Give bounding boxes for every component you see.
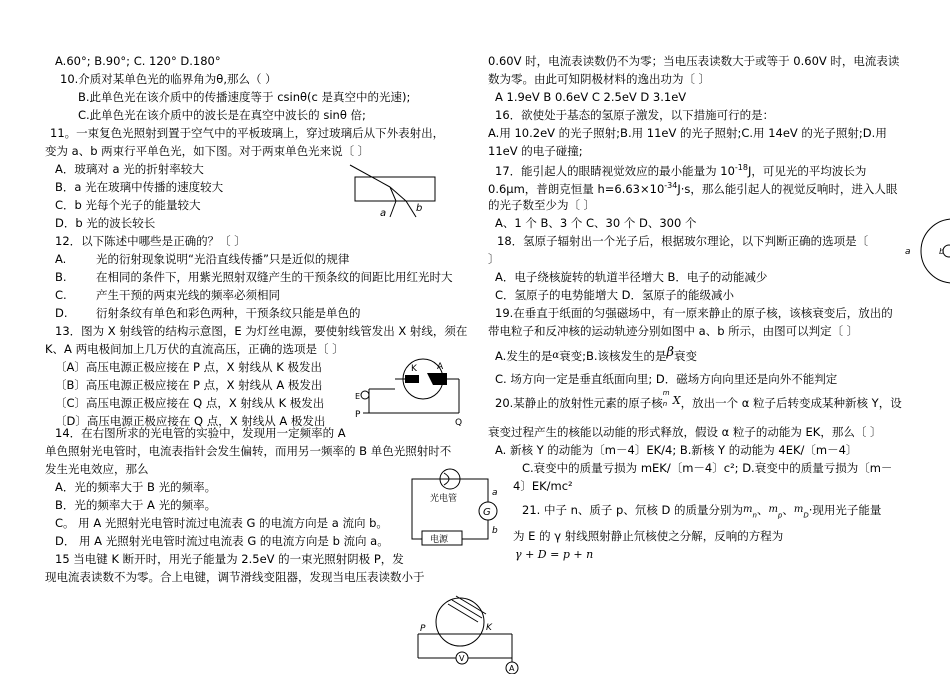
q14-option-a: A．光的频率大于 B 光的频率。 — [55, 480, 217, 494]
q14-option-b: B．光的频率大于 A 光的频率。 — [55, 498, 217, 512]
label-a: A — [437, 362, 444, 372]
q14-line1: 14．在右图所求的光电管的实验中，发现用一定频率的 A — [55, 426, 346, 440]
q18-options-line1: A．电子绕核旋转的轨道半径增大 B．电子的动能减少 — [495, 270, 768, 284]
q12-letter-c: C. — [55, 288, 67, 302]
q15-continued-line2: 数为零。由此可知阴极材料的逸出功为〔 〕 — [488, 72, 711, 86]
q17-line2-a: 0.6μm，普朗克恒量 h=6.63×10 — [488, 181, 665, 196]
q11-option-c: C．b 光每个光子的能量较大 — [55, 198, 201, 212]
q16-options-line2: 11eV 的电子碰撞; — [488, 144, 583, 158]
label-phototube: 光电管 — [430, 494, 458, 504]
q17-options: A、1 个 B、3 个 C、30 个 D、300 个 — [495, 216, 697, 230]
q20-line2: 衰变过程产生的核能以动能的形式释放，假设 α 粒子的动能为 EK，那么〔 〕 — [488, 425, 882, 439]
q12-letter-b: B. — [55, 270, 67, 284]
q17-line1 — [495, 163, 866, 179]
phototube-circuit-figure — [408, 465, 503, 560]
q14-option-d: D． 用 A 光照射光电管时流过电流表 G 的电流方向是 b 流向 a。 — [55, 534, 389, 548]
reaction-equation: γ + D = p + n — [515, 548, 594, 561]
label-e: E — [355, 392, 361, 401]
q21-line1 — [522, 504, 881, 520]
q12-text-c: 产生干预的两束光线的频率必须相同 — [96, 288, 280, 302]
q18-line2: 〕 — [488, 252, 500, 266]
q20-line4: C.衰变中的质量亏损为 mEK/〔m－4〕c²; D.衰变中的质量亏损为〔m－ — [522, 461, 893, 475]
q13-line2: K、A 两电极间加上几万伏的直流高压，正确的选项是〔 〕 — [45, 342, 344, 356]
q12-letter-a: A. — [55, 252, 67, 266]
cathode-k — [405, 375, 419, 383]
alpha-symbol: α — [552, 350, 560, 361]
q13-option-a: 〔A〕高压电源正极应接在 P 点，X 射线从 K 极发出 — [55, 360, 322, 374]
trajectory-label-a: a — [905, 247, 911, 257]
trajectory-label-b: b — [939, 247, 945, 256]
nuclide-charge-number: n — [662, 400, 668, 408]
trajectory-a-circle — [921, 219, 950, 283]
q9-options: A.60°; B.90°; C. 120° D.180° — [55, 54, 221, 68]
q14-line3: 发生光电效应，那么 — [45, 462, 149, 476]
mass-separator-1: 、 — [756, 503, 769, 517]
figure-label-a: a — [380, 208, 387, 219]
q14-line2: 单色照射光电管时，电流表指针会发生偏转，而用另一频率的 B 单色光照射时不 — [45, 444, 452, 458]
q20-line1-a: 20.某静止的放射性元素的原子核 — [495, 396, 663, 410]
nuclide-mass-number: m — [662, 389, 670, 397]
photoelectric-circuit-figure — [412, 592, 522, 674]
refracted-ray-b — [390, 187, 406, 201]
mass-proton-subscript: p — [777, 511, 783, 520]
q15-line2: 现电流表读数不为零。合上电键，调节滑线变阻器，发现当电压表读数小于 — [45, 570, 425, 584]
q17-line1-exponent: -18 — [734, 163, 748, 172]
xray-tube-figure — [355, 355, 465, 428]
mass-neutron-symbol: m — [743, 504, 753, 515]
q17-line2 — [488, 181, 897, 197]
q12-text-d: 衍射条纹有单色和彩色两种，干预条纹只能是单色的 — [96, 306, 361, 320]
q21-line2: 为 E 的 γ 射线照射静止氘核使之分解，反响的方程为 — [513, 529, 784, 543]
label-g: G — [483, 507, 491, 518]
q11-line2: 变为 a、b 两束行平单色光，如下图。对于两束单色光来说〔 〕 — [45, 144, 370, 158]
q19-line4: C. 场方向一定是垂直纸面向里; D．磁场方向向里还是向外不能判定 — [495, 372, 838, 386]
q15-options: A 1.9eV B 0.6eV C 2.5eV D 3.1eV — [495, 90, 687, 104]
label-voltmeter: V — [459, 654, 465, 663]
beta-symbol: β — [666, 345, 675, 360]
q11-option-b: B．a 光在玻璃中传播的速度较大 — [55, 180, 224, 194]
q15-continued-line1: 0.60V 时，电流表读数仍不为零；当电压表读数大于或等于 0.60V 时，电流表读 — [488, 54, 900, 68]
label-terminal-a: a — [492, 488, 498, 498]
mass-proton-symbol: m — [768, 504, 778, 515]
q17-line1-a: 17．能引起人的眼睛视觉效应的最小能量为 10 — [495, 163, 735, 178]
label-k: K — [411, 364, 417, 374]
q11-line1: 11。一束复色光照射到置于空气中的平板玻璃上，穿过玻璃后从下外表射出， — [50, 126, 445, 140]
q20-line3: A. 新核 Y 的动能为〔m－4〕EK/4; B.新核 Y 的动能为 4EK/〔m－4〕 — [495, 443, 858, 457]
anode-a — [427, 373, 447, 385]
mass-separator-2: 、 — [782, 503, 794, 517]
q17-line2-b: J·s，那么能引起人的视觉反响时，进入人眼 — [677, 181, 898, 196]
label-anode-k: K — [486, 623, 492, 633]
q17-line3: 的光子数至少为〔 〕 — [488, 198, 596, 212]
mass-deuteron-symbol: m — [793, 504, 804, 515]
q16-options-line1: A.用 10.2eV 的光子照射;B.用 11eV 的光子照射;C.用 14eV 的光子照射;D.用 — [488, 126, 887, 140]
q12-stem: 12．以下陈述中哪些是正确的？〔 〕 — [55, 234, 246, 248]
emergent-ray-a — [390, 201, 396, 217]
q13-line1: 13．图为 X 射线管的结构示意图，E 为灯丝电源，要使射线管发出 X 射线，须在 — [55, 324, 468, 338]
label-terminal-b: b — [492, 526, 498, 536]
q19-line1: 19.在垂直于纸面的匀强磁场中，有一原来静止的原子核，该核衰变后，放出的 — [495, 306, 893, 320]
label-q: Q — [455, 418, 463, 428]
q18-line1: 18．氢原子辐射出一个光子后，根据玻尔理论，以下判断正确的选项是〔 — [497, 234, 869, 248]
filament-source — [361, 391, 369, 399]
emergent-ray-b — [406, 201, 416, 217]
decay-trajectory-figure — [905, 218, 950, 284]
q11-option-d: D．b 光的波长较长 — [55, 216, 156, 230]
label-cathode-p: P — [420, 624, 426, 634]
q16-stem: 16．欲使处于基态的氢原子激发，以下措施可行的是： — [495, 108, 775, 122]
q12-text-a: 光的衍射现象说明“光沿直线传播”只是近似的规律 — [96, 252, 350, 266]
circuit-frame — [412, 479, 488, 539]
label-power-supply: 电源 — [430, 535, 449, 545]
q12-text-b: 在相同的条件下，用紫光照射双缝产生的干预条纹的间距比用红光时大 — [96, 270, 453, 284]
q13-option-d: 〔D〕高压电源正极应接在 Q 点，X 射线从 A 极发出 — [55, 414, 326, 428]
q10-stem: 10.介质对某单色光的临界角为θ,那么（ ） — [60, 72, 277, 86]
label-ammeter: A — [509, 664, 515, 673]
q15-line1: 15 当电键 K 断开时，用光子能量为 2.5eV 的一束光照射阴极 P，发 — [55, 552, 404, 566]
q13-option-b: 〔B〕高压电源正极应接在 P 点，X 射线从 A 极发出 — [55, 378, 323, 392]
q19-line3-c: 衰变 — [674, 349, 698, 363]
q18-options-line2: C．氢原子的电势能增大 D．氢原子的能级减小 — [495, 288, 735, 302]
q10-option-d: C.此单色光在该介质中的波长是在真空中波长的 sinθ 倍; — [78, 108, 366, 122]
figure-label-b: b — [416, 203, 423, 214]
q10-option-b: B.此单色光在该介质中的传播速度等于 csinθ(c 是真空中的光速); — [78, 90, 411, 104]
q17-line2-exponent: -34 — [664, 181, 678, 190]
q11-option-a: A．玻璃对 a 光的折射率较大 — [55, 162, 204, 176]
q20-line1-b: ，放出一个 α 粒子后转变成某种新核 Y，设 — [680, 396, 902, 410]
nuclide-notation — [662, 389, 673, 408]
label-p: P — [355, 410, 361, 420]
q19-line3-a: A.发生的是 — [495, 349, 553, 363]
incident-ray — [350, 165, 390, 187]
q21-line1-a: 21. 中子 n、质子 p、氘核 D 的质量分别为 — [522, 503, 744, 517]
mass-deuteron-subscript: D — [803, 511, 809, 520]
q14-option-c: C。 用 A 光照射光电管时流过电流表 G 的电流方向是 a 流向 b。 — [55, 516, 388, 530]
q19-line2: 带电粒子和反冲核的运动轨迹分别如图中 a、b 所示，由图可以判定〔 〕 — [488, 324, 859, 338]
q20-line1 — [495, 389, 902, 411]
nuclide-symbol: X — [672, 394, 681, 407]
q13-option-c: 〔C〕高压电源正极应接在 Q 点，X 射线从 K 极发出 — [55, 396, 325, 410]
q17-line1-b: J，可见光的平均波长为 — [748, 163, 867, 178]
q19-line3-b: 衰变;B.该核发生的是 — [559, 349, 667, 363]
q20-line5: 4〕EK/mc² — [513, 479, 573, 493]
glass-slab-figure — [350, 165, 440, 220]
q19-line3 — [495, 345, 697, 364]
q12-letter-d: D. — [55, 306, 68, 320]
q21-line1-b: ·现用光子能量 — [808, 503, 882, 517]
mass-neutron-subscript: n — [752, 511, 757, 520]
